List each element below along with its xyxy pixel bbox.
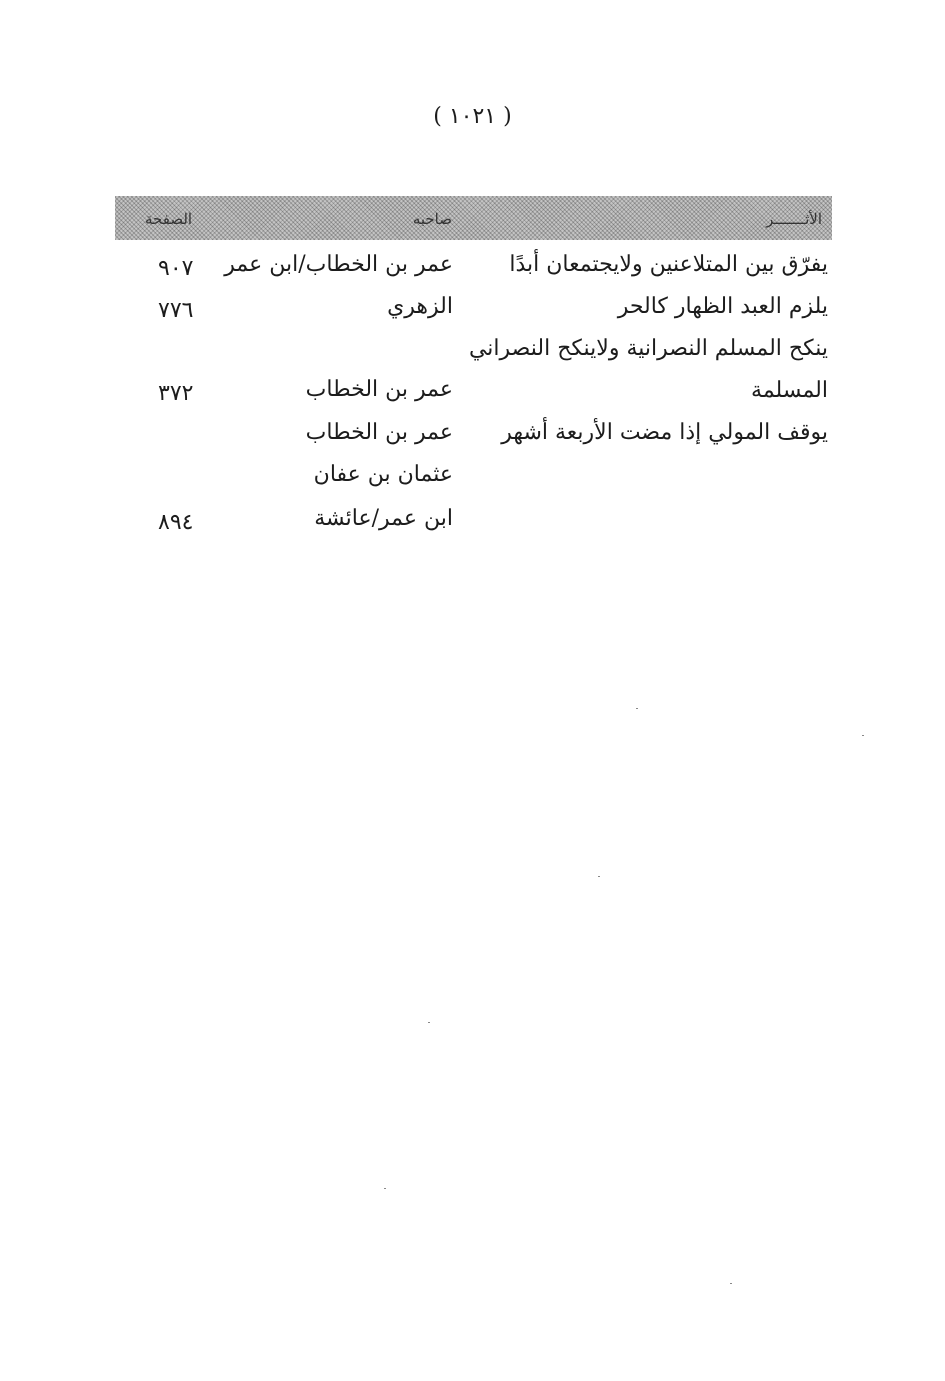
athar-text: يوقف المولي إذا مضت الأربعة أشهر bbox=[501, 420, 828, 445]
athar-text: يلزم العبد الظهار كالحر bbox=[617, 294, 828, 319]
scan-speck bbox=[862, 735, 864, 736]
scan-speck bbox=[598, 876, 600, 877]
page-ref: ٧٧٦ bbox=[158, 298, 194, 323]
sahib-text: الزهري bbox=[387, 294, 453, 319]
header-safha: الصفحة bbox=[145, 210, 193, 228]
scan-speck bbox=[428, 1022, 430, 1023]
page-ref: ٨٩٤ bbox=[158, 510, 194, 535]
sahib-text: عثمان بن عفان bbox=[313, 462, 453, 487]
athar-text: ينكح المسلم النصرانية ولاينكح النصراني المسلمة bbox=[468, 336, 828, 403]
sahib-text: عمر بن الخطاب bbox=[305, 377, 453, 402]
athar-text: يفرّق بين المتلاعنين ولايجتمعان أبدًا bbox=[509, 252, 828, 277]
header-sahib: صاحبه bbox=[412, 210, 452, 228]
scan-speck bbox=[384, 1188, 386, 1189]
sahib-text: عمر بن الخطاب bbox=[305, 420, 453, 445]
scan-speck bbox=[730, 1283, 732, 1284]
page-ref: ٩٠٧ bbox=[158, 256, 194, 281]
page-ref: ٣٧٢ bbox=[158, 381, 194, 406]
sahib-text: ابن عمر/عائشة bbox=[314, 506, 453, 531]
page-number: ( ١٠٢١ ) bbox=[433, 104, 512, 129]
sahib-text: عمر بن الخطاب/ابن عمر bbox=[224, 252, 453, 277]
header-athar: الأثـــــــر bbox=[766, 210, 822, 228]
scan-speck bbox=[636, 708, 638, 709]
